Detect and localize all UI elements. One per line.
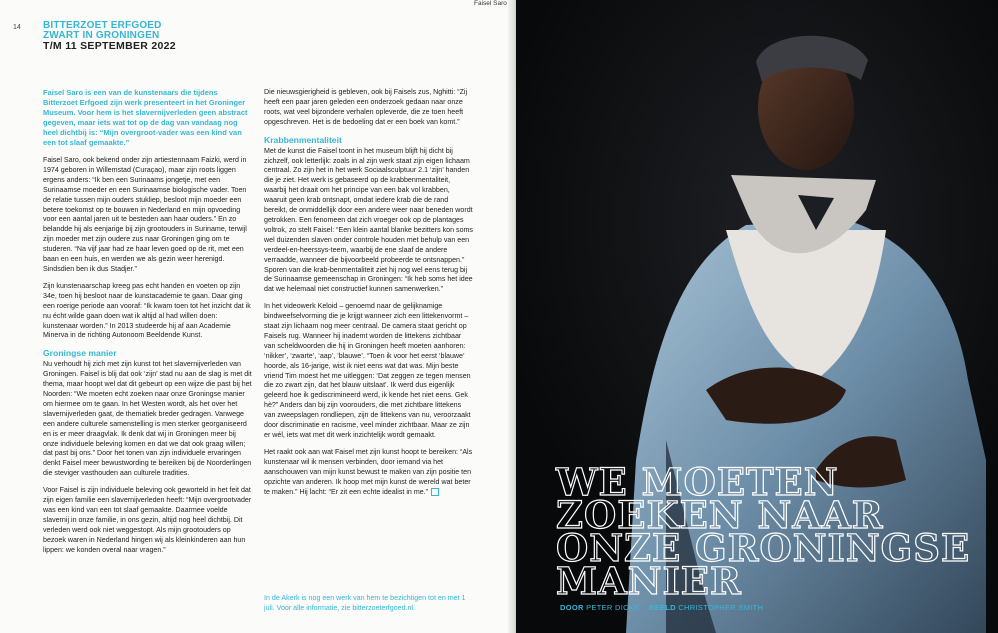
author-name: PETER DICKE <box>586 603 640 612</box>
section-tag-line-2: ZWART IN GRONINGEN <box>43 30 160 41</box>
headline-line: ZOEKEN NAAR <box>556 493 884 537</box>
subheading: Krabbenmentaliteit <box>264 134 342 145</box>
paragraph-text: Het raakt ook aan wat Faisel met zijn kunst hoopt te bereiken: “Als kunstenaar wil ik mensen verbinden, door iemand via het aanschouwen van mijn kunst bewust te maken van zijn positie ten opzichte van anderen. Ik hoop met mijn kunst de wereld wat beter te maken.” Hij lacht: “Er zit een echte idealist in me.” <box>264 447 473 496</box>
paragraph: Voor Faisel is zijn individuele beleving ook geworteld in het feit dat zijn eigen familie een slavernijverleden heeft: “Mijn overgrootvader was een kind van een tot slaaf gemaakte. Daarmee voelde slavernij in onze familie, in ons gezin, altijd nog heel dichtbij. Dit verleden werd ook niet weggestopt. Als mijn grootouders op bezoek waren in Nederland hingen wij als kleinkinderen aan hun lippen: we konden overal naar vragen.” <box>43 486 252 554</box>
headline-line: ONZE GRONINGSE <box>556 526 971 570</box>
article-intro: Faisel Saro is een van de kunstenaars die tijdens Bitterzoet Erfgoed zijn werk presenteert in het Groninger Museum. Voor hem is het slavernijverleden geen abstract gegeven, maar iets wat tot op de dag van vandaag nog heel dichtbij is: “Mijn overgroot-vader was een kind van een tot slaaf gemaakte.” <box>43 88 248 147</box>
headline-line: MANIER <box>556 559 742 603</box>
article-column-right <box>264 88 473 504</box>
page-number: 14 <box>13 24 21 31</box>
subheading: Groningse manier <box>43 348 117 359</box>
photographer-name: CHRISTOPHER SMITH <box>678 603 764 612</box>
end-mark-icon <box>431 488 439 496</box>
section-tag <box>43 21 263 51</box>
paragraph: Met de kunst die Faisel toont in het museum blijft hij dicht bij zichzelf, ook letterlijk: zoals in al zijn werk staat zijn eigen lichaam centraal. Zo zijn het in het werk Sociaalsculptuur 2.1 ‘zijn’ handen die je ziet. Het werk is gebaseerd op de krabbenmentaliteit, waarbij het draait om het principe van een bak vol krabben, waaruit geen krab ontsnapt, omdat iedere krab die de rand bereikt, de onmiddellijk door een andere weer naar beneden wordt getrokken. Een fenomeen dat zich vroeger ook op de plantages voltrok, zo stelt Faisel: “Een klein aantal blanke bezitters kon soms wel duizenden slaven onder controle houden met behulp van een verdeel-en-heerssys-teem, waarbij de ene slaaf de andere verraadde, wanneer die bijvoorbeeld probeerde te ontsnappen.” Sporen van die krab-benmentaliteit ziet hij nog wel eens terug bij de Surinaamse gemeenschap in Groningen: “Ik heb soms het idee dat we helemaal niet constructief kunnen samenwerken.” <box>264 146 473 294</box>
paragraph: Zijn kunstenaarschap kreeg pas echt handen en voeten op zijn 34e, toen hij besloot naar de kunstacademie te gaan. Daar ging een roerige periode aan vooraf: “Ik kwam toen tot het inzicht dat ik nu écht wilde gaan doen wat ik altijd al had willen doen: kunstenaar worden.” In 2013 studeerde hij af aan Academie Minerva in de richting Autonoom Beeldende Kunst. <box>43 281 251 340</box>
paragraph: Die nieuwsgierigheid is gebleven, ook bij Faisels zus, Nghitti: “Zij heeft een paar jaren geleden een onderzoek gedaan naar onze roots, wat veel bijzondere verhalen opleverde, die ze toen heeft opgeschreven. Het is de bedoeling dat er een boek van komt.” <box>264 88 468 126</box>
headline-line: WE MOETEN <box>556 460 839 504</box>
credits <box>560 603 763 612</box>
author-label: DOOR <box>560 603 584 612</box>
article-column-left <box>43 88 252 563</box>
photo-label: BEELD <box>648 603 676 612</box>
running-head: Faisel Saro <box>474 0 507 7</box>
paragraph-last <box>264 448 473 498</box>
exhibition-note: In de Akerk is nog een werk van hem te bezichtigen tot en met 1 juli. Voor alle informatie, zie bitterzoeterfgoed.nl. <box>264 594 466 612</box>
paragraph: Faisel Saro, ook bekend onder zijn artiestennaam Faizki, werd in 1974 geboren in Willemstad (Curaçao), maar zijn roots liggen ergens anders: “Ik ben een Surinaams jongetje, met een Surinaamse moeder en een Surinaamse biologische vader. Toen de relatie tussen mijn ouders stukliep, besloot mijn moeder een betere toekomst op te bouwen in Nederland en mijn opvoeding voor een aantal jaren uit te besteden aan haar ouders.” En zo belandde hij als eenjarige bij zijn grootouders in Suriname, terwijl zijn moeder met zijn oudere zus naar Groningen ging om te studeren. “Na vijf jaar had ze haar leven goed op de rit, met een baan en een huis, en werden we als gezin weer herenigd. Sindsdien ben ik dus Stadjer.” <box>43 156 247 273</box>
section-tag-date: T/M 11 SEPTEMBER 2022 <box>43 40 176 52</box>
paragraph: Nu verhoudt hij zich met zijn kunst tot het slavernijverleden van Groningen. Faisel is blij dat ook ‘zijn’ stad nu aan de slag is met dit thema, maar hoopt wel dat dit gebeurt op een wijze die past bij het Noorden: “We moeten echt zoeken naar onze Groningse manier om hiermee om te gaan. In het Westen wordt, als het over het slavernijverleden gaat, de thematiek breder gedragen. Vanwege een andere culturele samenstelling is men sterker georganiseerd en is er meer draagvlak. Ik denk dat wij in Groningen meer bij onze individuele beleving komen en dat we dat ook graag willen; dat past bij ons.” Door het tonen van zijn individuele ervaringen denkt Faisel meer bewustwording te bereiken bij de Noorderlingen die steviger vasthouden aan culturele tradities. <box>43 360 252 478</box>
headline <box>556 460 996 603</box>
paragraph: In het videowerk Keloid – genoemd naar de gelijknamige bindweefselvorming die je krijgt wanneer zich een littekenvormt – staat zijn lichaam nog meer centraal. De camera staat gericht op Faisels rug. Wanneer hij inademt worden de littekens zichtbaar van scheldwoorden die hij in Groningen heeft moeten aanhoren: ‘nikker’, ‘zwarte’, ‘aap’, ‘blauwe’. “Toen ik voor het eerst ‘blauwe’ hoorde, als 16-jarige, wist ik niet eens wat dat was. Mijn beste vriend Tim moest het me uitleggen: ‘Dat zeggen ze tegen mensen die zo zwart zijn, dat het blauw uitslaat’. Ik werd dus eigenlijk geleerd hoe ik gediscrimineerd werd, ik kende het niet eens. Gek hè?” Anders dan bij zijn voorouders, die met zichtbare littekens van zweepslagen rondliepen, zijn de littekens van nu, veroorzaakt door discriminatie en racisme, veel minder zichtbaar. Maar ze zijn er wél, iets wat met dit werk inzichtelijk wordt gemaakt. <box>264 302 471 439</box>
right-page <box>516 0 998 633</box>
section-tag-line-1: BITTERZOET ERFGOED <box>43 20 162 31</box>
